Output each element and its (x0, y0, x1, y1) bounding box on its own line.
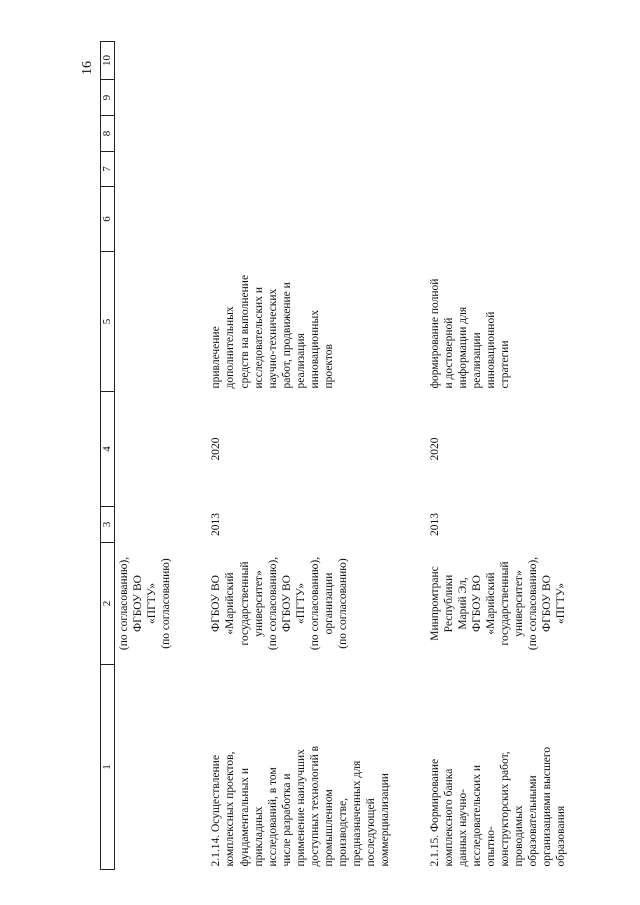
column-number: 8 (101, 116, 115, 152)
task-cell-line: 2.1.14. Осуществление (210, 755, 223, 867)
spacer-cell (394, 42, 426, 870)
column-number: 3 (101, 507, 115, 543)
table-row (426, 42, 570, 870)
result-cell-line: средств на выполнение (238, 274, 251, 389)
executor-cell (207, 543, 393, 665)
empty-cell (115, 187, 176, 252)
end-year-cell: 2020 (210, 437, 223, 461)
result-cell-line: проектов (322, 344, 335, 389)
task-cell-line: исследований, в том (266, 767, 279, 867)
task-cell-line: промышленном (322, 789, 335, 867)
row-spacer (394, 42, 426, 870)
executor-cell (115, 543, 176, 665)
end-year-cell: 2020 (428, 437, 441, 461)
result-cell-line: инновационных (308, 310, 321, 389)
task-cell-line: коммерциализации (378, 773, 391, 867)
table-row (207, 42, 393, 870)
column-number: 7 (101, 152, 115, 187)
executor-cell-line: «ПГТУ» (294, 583, 307, 624)
executor-cell-line: Марий Эл, (456, 577, 469, 630)
task-cell-line: организациями высшего (540, 746, 553, 867)
column-number-row (101, 42, 115, 870)
task-cell-line: образования (554, 805, 567, 867)
result-cell-line: привлечение (210, 326, 223, 389)
task-cell-line: фундаментальных и (238, 767, 251, 867)
column-number: 6 (101, 187, 115, 252)
task-cell-line: доступных технологий в (308, 745, 321, 867)
empty-cell (115, 80, 176, 116)
task-cell (207, 665, 393, 870)
empty-cell (115, 42, 176, 80)
column-number: 9 (101, 80, 115, 116)
executor-cell-line: (по согласованию) (336, 558, 349, 649)
column-number: 1 (101, 665, 115, 870)
task-cell-line: данных научно- (456, 788, 469, 867)
executor-cell-line: «ПГТУ» (554, 583, 567, 624)
executor-cell-line: «Марийский (224, 572, 237, 635)
executor-cell-line: «ПГТУ» (146, 583, 159, 624)
result-cell-line: информации для (456, 306, 469, 389)
task-cell-line: проводимых (512, 805, 525, 867)
start-year-cell (115, 507, 176, 543)
row-spacer (175, 42, 207, 870)
end-year-cell (115, 392, 176, 507)
empty-cell (426, 42, 570, 80)
executor-cell-line: (по согласованию) (160, 558, 173, 649)
column-number: 10 (101, 42, 115, 80)
executor-cell-line: «Марийский (484, 572, 497, 635)
empty-cell (115, 152, 176, 187)
empty-cell (207, 187, 393, 252)
table-body (115, 42, 570, 870)
empty-cell (426, 116, 570, 152)
column-number: 4 (101, 392, 115, 507)
empty-cell (426, 187, 570, 252)
task-cell (115, 665, 176, 870)
start-year-cell: 2013 (428, 513, 441, 536)
task-cell-line: конструкторских работ, (498, 751, 511, 867)
result-cell-line: и достоверной (442, 317, 455, 389)
result-cell-line: исследовательских и (252, 287, 265, 389)
empty-cell (207, 42, 393, 80)
result-cell (115, 252, 176, 392)
measures-table (100, 41, 570, 870)
executor-cell-line: (по согласованию), (526, 556, 539, 651)
task-cell-line: числе разработка и (280, 773, 293, 867)
table-row (115, 42, 176, 870)
task-cell-line: предназначенных для (350, 760, 363, 867)
executor-cell-line: университет» (512, 570, 525, 637)
executor-cell-line: государственный (238, 561, 251, 646)
executor-cell-line: Минпромтранс (428, 566, 441, 641)
column-number: 2 (101, 543, 115, 665)
task-cell-line: производстве, (336, 798, 349, 867)
executor-cell-line: (по согласованию), (118, 556, 131, 651)
empty-cell (207, 80, 393, 116)
start-year-cell: 2013 (210, 513, 223, 536)
result-cell-line: реализация (294, 333, 307, 389)
result-cell (426, 252, 570, 392)
empty-cell (207, 152, 393, 187)
task-cell-line: комплексных проектов, (224, 751, 237, 867)
executor-cell-line: ФГБОУ ВО (470, 575, 483, 632)
task-cell-line: исследовательских и (470, 765, 483, 867)
task-cell-line: 2.1.15. Формирование (428, 758, 441, 867)
result-cell-line: формирование полной (428, 278, 441, 389)
task-cell-line: применение наилучших (294, 749, 307, 867)
result-cell-line: научно-технических (266, 288, 279, 389)
empty-cell (426, 152, 570, 187)
executor-cell-line: (по согласованию), (266, 556, 279, 651)
result-cell (207, 252, 393, 392)
executor-cell-line: ФГБОУ ВО (280, 575, 293, 632)
task-cell-line: образовательными (526, 775, 539, 867)
executor-cell-line: Республики (442, 574, 455, 633)
executor-cell-line: университет» (252, 570, 265, 637)
task-cell (426, 665, 570, 870)
column-number: 5 (101, 252, 115, 392)
executor-cell (426, 543, 570, 665)
executor-cell-line: ФГБОУ ВО (132, 575, 145, 632)
task-cell-line: комплексного банка (442, 768, 455, 867)
task-cell-line: прикладных (252, 806, 265, 867)
executor-cell-line: (по согласованию), (308, 556, 321, 651)
task-cell-line: последующей (364, 798, 377, 867)
executor-cell-line: ФГБОУ ВО (210, 575, 223, 632)
result-cell-line: инновационной (484, 311, 497, 389)
executor-cell-line: ФГБОУ ВО (540, 575, 553, 632)
page-number: 16 (80, 61, 95, 75)
result-cell-line: работ, продвижение и (280, 282, 293, 389)
result-cell-line: стратегии (498, 340, 511, 389)
empty-cell (207, 116, 393, 152)
executor-cell-line: организации (322, 572, 335, 635)
empty-cell (426, 80, 570, 116)
spacer-cell (175, 42, 207, 870)
task-cell-line: опытно- (484, 826, 497, 867)
result-cell-line: дополнительных (224, 306, 237, 389)
executor-cell-line: государственный (498, 561, 511, 646)
result-cell-line: реализации (470, 332, 483, 389)
empty-cell (115, 116, 176, 152)
